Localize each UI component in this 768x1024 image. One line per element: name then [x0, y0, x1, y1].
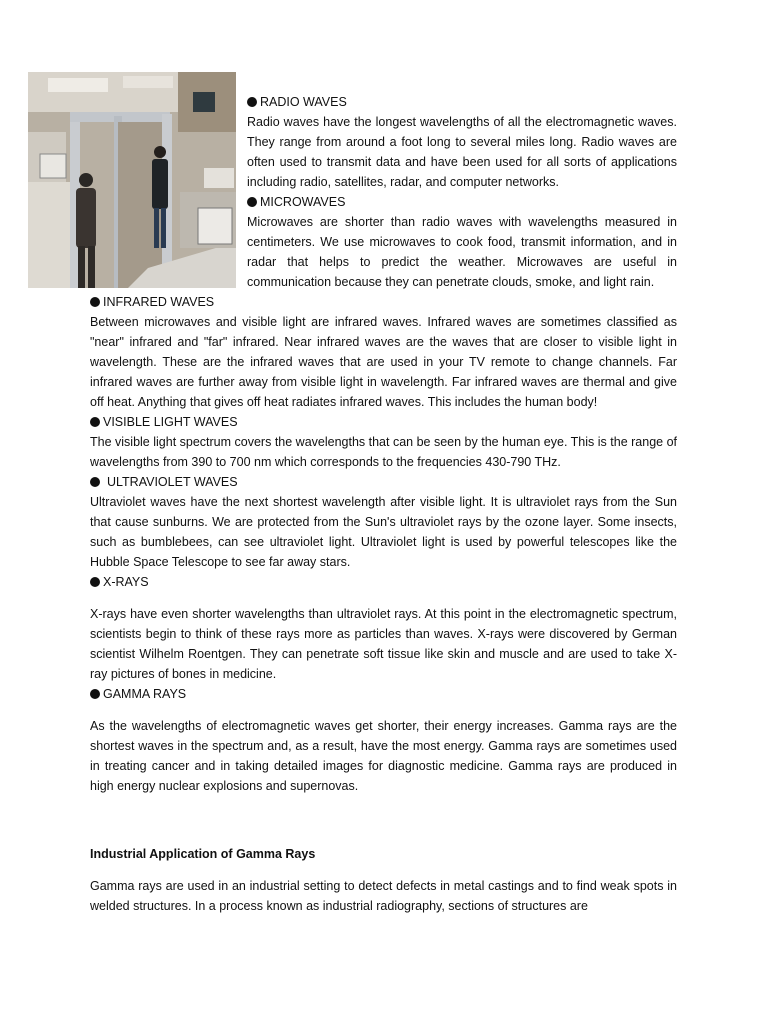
- visible-light-heading-text: VISIBLE LIGHT WAVES: [103, 415, 238, 429]
- bullet-icon: [90, 297, 100, 307]
- infrared-heading: [90, 292, 677, 312]
- visible-light-paragraph: The visible light spectrum covers the wavelengths that can be seen by the human eye. This is the range of wavelengths from 390 to 700 nm which corresponds to the frequencies 430-790 THz.: [90, 435, 677, 469]
- bullet-icon: [247, 197, 257, 207]
- xrays-heading: [90, 572, 677, 592]
- xrays-paragraph: X-rays have even shorter wavelengths than ultraviolet rays. At this point in the electromagnetic spectrum, scientists begin to think of these rays more as particles than waves. X-rays were discovered by German scientist Wilhelm Roentgen. They can penetrate soft tissue like skin and muscle and are used to take X-ray pictures of bones in medicine.: [90, 607, 677, 681]
- ultraviolet-heading-text: ULTRAVIOLET WAVES: [107, 475, 238, 489]
- radio-waves-heading: [247, 92, 677, 112]
- radio-waves-paragraph: Radio waves have the longest wavelengths of all the electromagnetic waves. They range from around a foot long to several miles long. Radio waves are often used to transmit data and have been used for all sorts of applications including radio, satellites, radar, and computer networks.: [247, 115, 677, 189]
- right-column: [247, 92, 677, 292]
- ultraviolet-heading: [90, 472, 677, 492]
- radio-waves-heading-text: RADIO WAVES: [260, 95, 347, 109]
- bullet-icon: [90, 689, 100, 699]
- ultraviolet-paragraph: Ultraviolet waves have the next shortest wavelength after visible light. It is ultraviolet rays from the Sun that cause sunburns. We are protected from the Sun's ultraviolet rays by the ozone layer. Some insects, such as bumblebees, can see ultraviolet light. Ultraviolet light is used by powerful telescopes like the Hubble Space Telescope to see far away stars.: [90, 495, 677, 569]
- bullet-icon: [90, 577, 100, 587]
- visible-light-heading: [90, 412, 677, 432]
- microwaves-paragraph: Microwaves are shorter than radio waves with wavelengths measured in centimeters. We use microwaves to cook food, transmit information, and in radar that helps to predict the weather. Microwaves are useful in communication because they can penetrate clouds, smoke, and light rain.: [247, 215, 677, 289]
- infrared-heading-text: INFRARED WAVES: [103, 295, 215, 309]
- xrays-heading-text: X-RAYS: [103, 575, 149, 589]
- gamma-rays-paragraph: As the wavelengths of electromagnetic waves get shorter, their energy increases. Gamma rays are the shortest waves in the spectrum and, as a result, have the most energy. Gamma rays are sometimes used in treating cancer and in taking detailed images for diagnostic medicine. Gamma rays are produced in high energy nuclear explosions and supernovas.: [90, 719, 677, 793]
- microwaves-heading-text: MICROWAVES: [260, 195, 346, 209]
- bullet-icon: [90, 417, 100, 427]
- industrial-application-title: Industrial Application of Gamma Rays: [90, 847, 316, 861]
- industrial-application-paragraph: Gamma rays are used in an industrial setting to detect defects in metal castings and to find weak spots in welded structures. In a process known as industrial radiography, sections of structures are: [90, 879, 677, 913]
- airport-security-photo: [28, 72, 236, 288]
- microwaves-heading: [247, 192, 677, 212]
- main-body: [90, 292, 677, 916]
- infrared-paragraph: Between microwaves and visible light are infrared waves. Infrared waves are sometimes classified as "near" infrared and "far" infrared. Near infrared waves are the waves that are closer to visible light in wavelength. These are the infrared waves that are used in your TV remote to change channels. Far infrared waves are further away from visible light in wavelength. Far infrared waves are thermal and give off heat. Anything that gives off heat radiates infrared waves. This includes the human body!: [90, 315, 677, 409]
- bullet-icon: [90, 477, 100, 487]
- gamma-rays-heading: [90, 684, 677, 704]
- bullet-icon: [247, 97, 257, 107]
- gamma-rays-heading-text: GAMMA RAYS: [103, 687, 187, 701]
